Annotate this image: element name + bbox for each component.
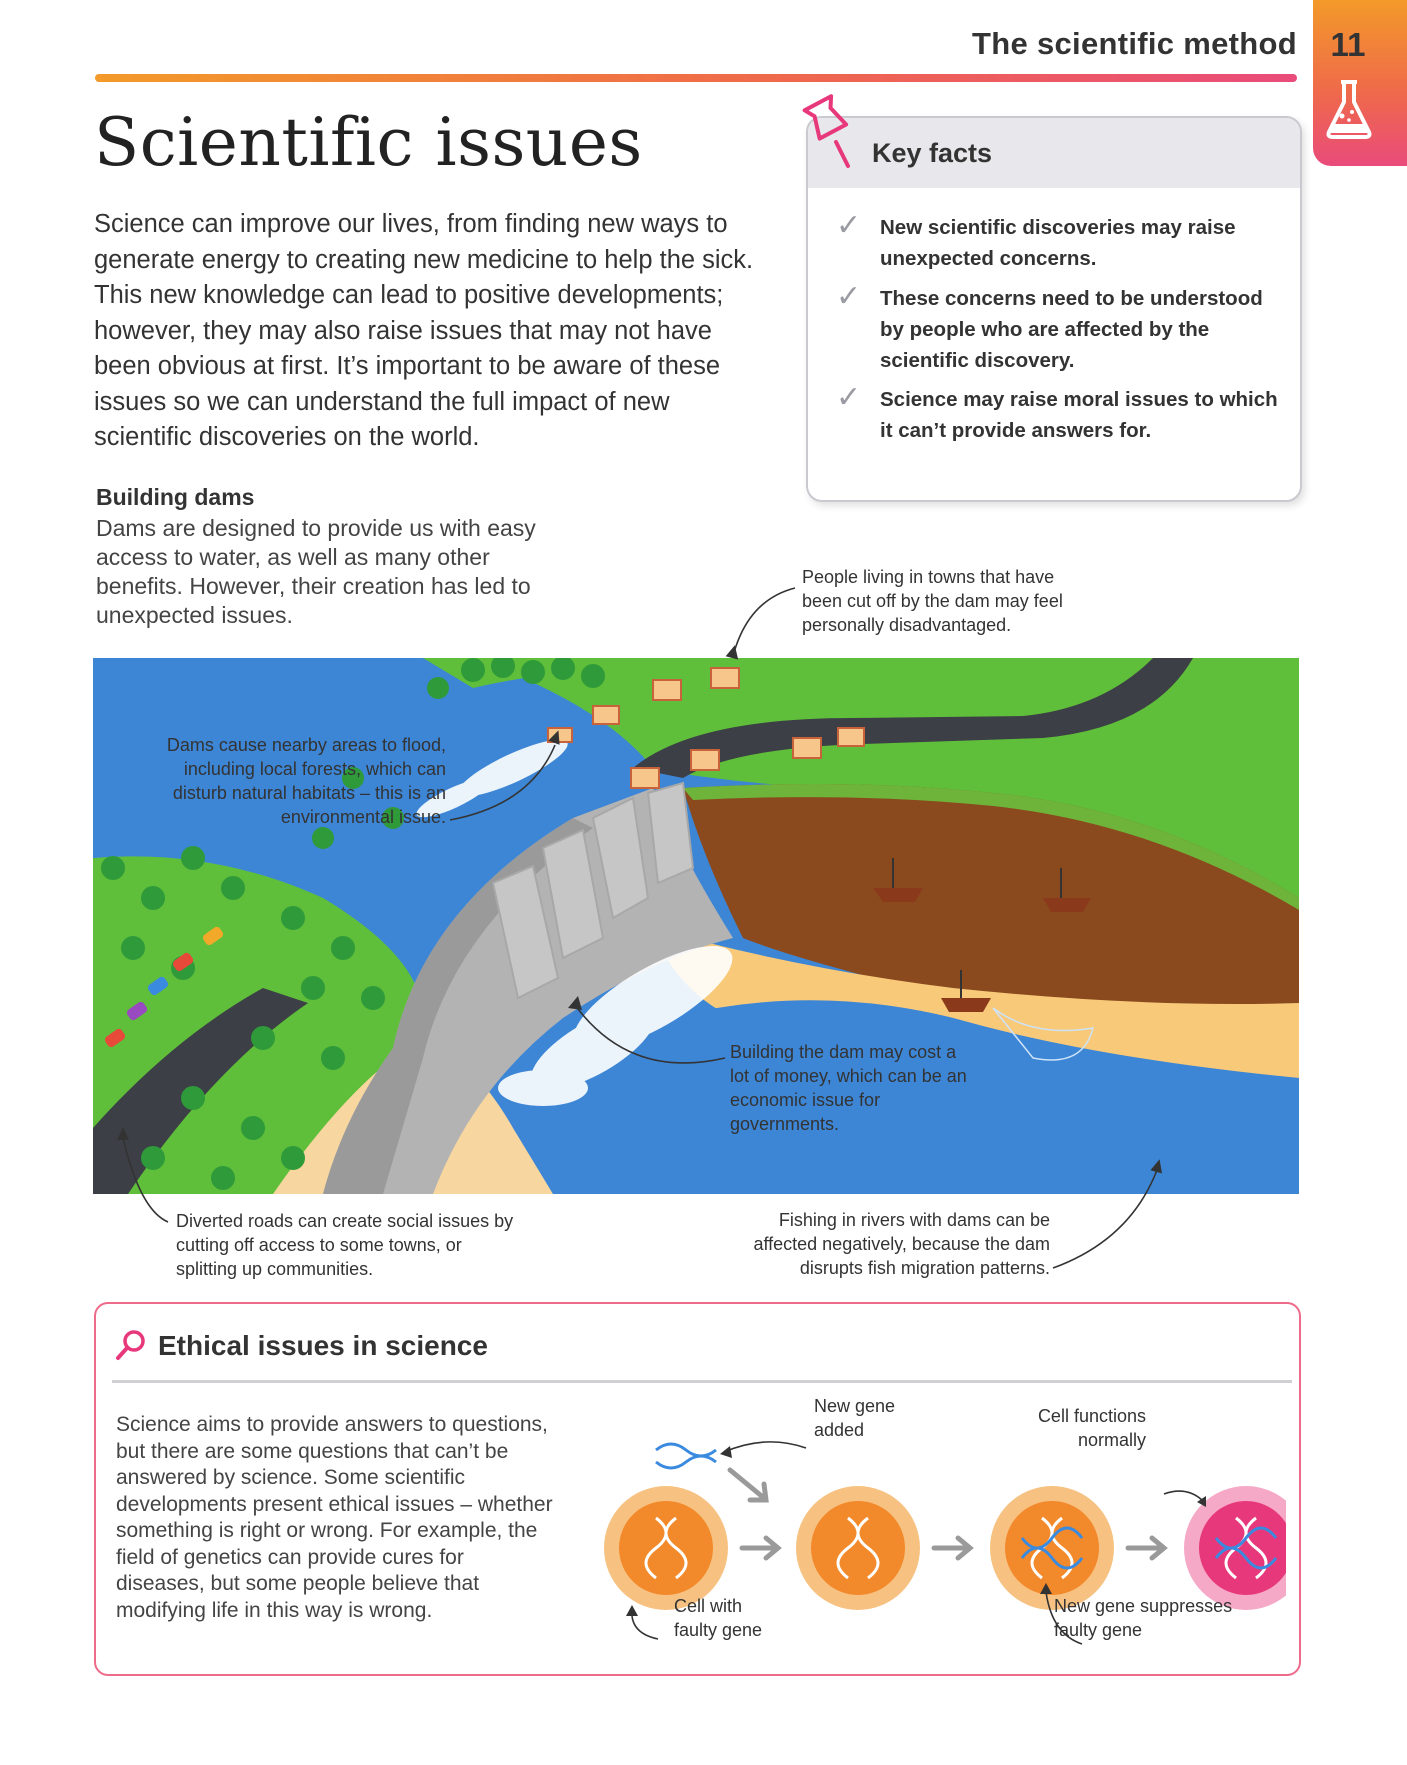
dams-heading: Building dams [96,484,255,510]
key-fact-text: These concerns need to be understood by people who are affected by the scientific discovery. [880,287,1263,372]
page-title: Scientific issues [94,104,643,181]
chapter-title: The scientific method [972,26,1297,61]
intro-paragraph: Science can improve our lives, from finding new ways to generate energy to creating new medicine to help the sick. This new knowledge can lead to positive developments; however, they may also raise issues that may not have been obvious at first. It’s important to be aware of these issues so we can understand the full impact of new scientific discoveries on the world. [94,210,754,451]
money-label: Building the dam may cost a lot of money, which can be an economic issue for governments. [730,1042,967,1134]
key-facts-title: Key facts [872,138,993,168]
ethical-title: Ethical issues in science [158,1330,488,1361]
roads-label: Diverted roads can create social issues by cutting off access to some towns, or splitting up communities. [176,1211,514,1279]
checkmark-icon: ✓ [836,381,862,414]
cell-suppressed [990,1486,1114,1610]
normal-cell-label: Cell functions normally [1037,1406,1146,1450]
checkmark-icon: ✓ [836,280,862,313]
page-number: 11 [1330,26,1366,63]
ethical-text: Science aims to provide answers to questions, but there are some questions that can’t be answered by science. Some scientific developments present ethical issues – whether something is right or wrong. For example, the field of genetics can provide cures for diseases, but some people believe that modifying life in this way is wrong. [116,1413,553,1622]
towns-label: People living in towns that have been cut off by the dam may feel personally disadvantaged. [802,567,1063,635]
fishing-label: Fishing in rivers with dams can be affected negatively, because the dam disrupts fish migration patterns. [753,1210,1050,1278]
faulty-gene-label: Cell with faulty gene [674,1596,763,1640]
cell-normal [1184,1486,1286,1610]
dna-icon [656,1444,716,1468]
key-fact-text: New scientific discoveries may raise unexpected concerns. [880,216,1236,270]
dams-text: Dams are designed to provide us with easy access to water, as well as many other benefits. However, their creation has led to unexpected issues. [96,515,536,628]
ethical-issues-box [94,1302,1301,1676]
cell-faulty [604,1486,728,1610]
key-fact-text: Science may raise moral issues to which it can’t provide answers for. [880,388,1278,442]
cell-gene-added [796,1486,920,1610]
ethical-rule [112,1380,1292,1383]
flood-label: Dams cause nearby areas to flood, including local forests, which can disturb natural habitats – this is an environmental issue. [166,735,446,827]
checkmark-icon: ✓ [836,209,862,242]
magnifier-icon [114,1328,148,1362]
new-gene-label: New gene added [814,1396,896,1440]
suppresses-label: New gene suppresses faulty gene [1054,1596,1233,1640]
